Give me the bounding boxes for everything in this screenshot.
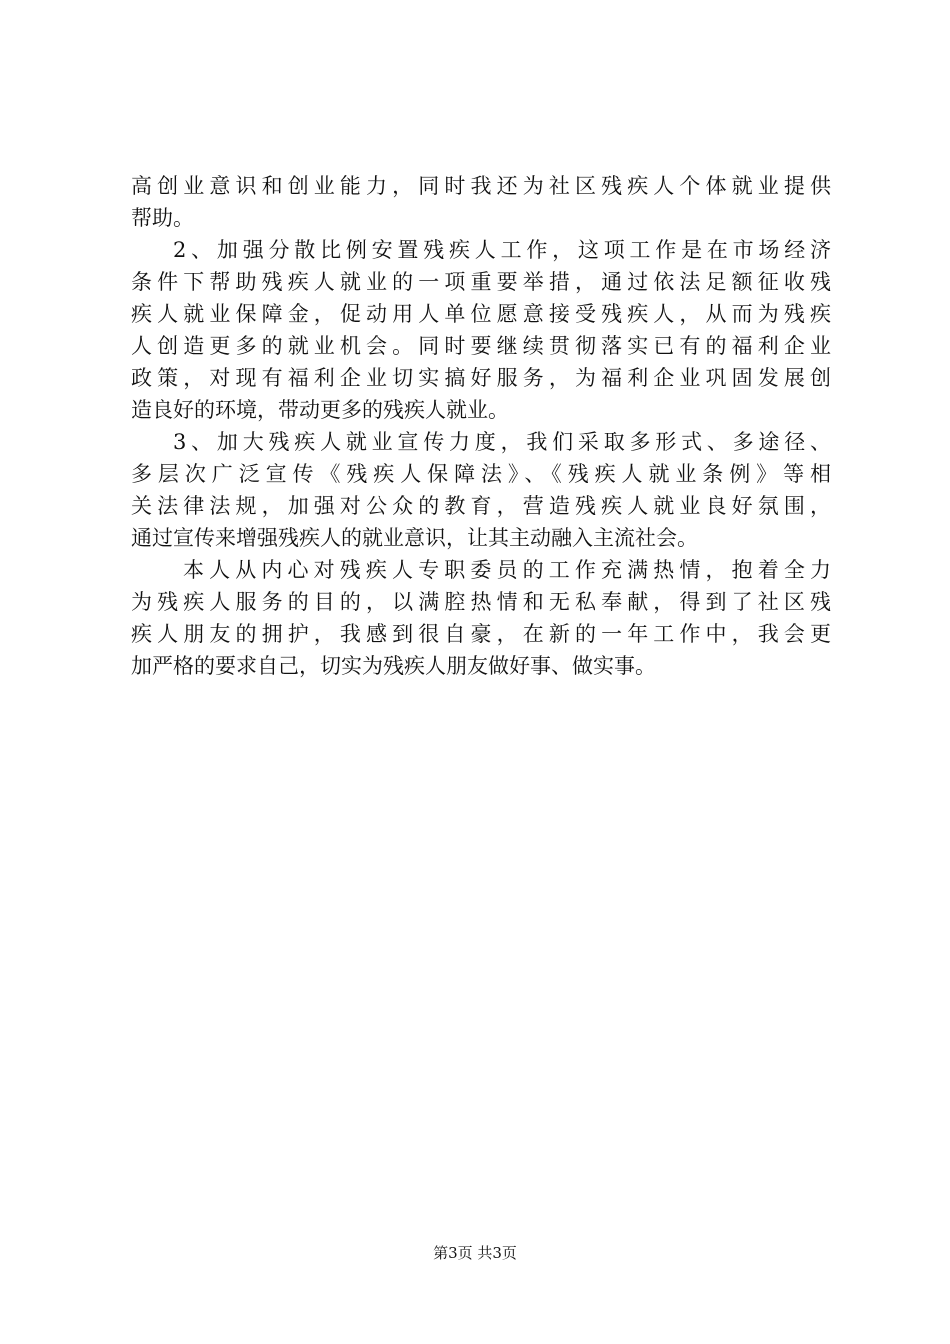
text-line: 政策，对现有福利企业切实搞好服务，为福利企业巩固发展创 xyxy=(131,366,831,390)
text-line: 疾人就业保障金，促动用人单位愿意接受残疾人，从而为残疾 xyxy=(131,302,831,326)
paragraph-2-start: 2、加强分散比例安置残疾人工作，这项工作是在市场经济 xyxy=(173,238,831,262)
text-line: 人创造更多的就业机会。同时要继续贯彻落实已有的福利企业 xyxy=(131,334,831,358)
text-line: 为残疾人服务的目的，以满腔热情和无私奉献，得到了社区残 xyxy=(131,590,831,614)
text-line: 通过宣传来增强残疾人的就业意识，让其主动融入主流社会。 xyxy=(131,526,698,550)
paragraph-3-start: 3、加大残疾人就业宣传力度，我们采取多形式、多途径、 xyxy=(173,430,831,454)
paragraph-4-start: 本人从内心对残疾人专职委员的工作充满热情，抱着全力 xyxy=(183,558,831,582)
text-line: 加严格的要求自己，切实为残疾人朋友做好事、做实事。 xyxy=(131,654,656,678)
text-line: 关法律法规，加强对公众的教育，营造残疾人就业良好氛围， xyxy=(131,494,831,518)
text-line: 帮助。 xyxy=(131,206,194,230)
text-line: 条件下帮助残疾人就业的一项重要举措，通过依法足额征收残 xyxy=(131,270,831,294)
page-number-footer: 第3页 共3页 xyxy=(433,1244,517,1262)
text-line: 高创业意识和创业能力，同时我还为社区残疾人个体就业提供 xyxy=(131,174,831,198)
text-line: 多层次广泛宣传《残疾人保障法》、《残疾人就业条例》等相 xyxy=(131,462,831,486)
text-line: 造良好的环境，带动更多的残疾人就业。 xyxy=(131,398,509,422)
body-text xyxy=(131,170,831,682)
text-line: 疾人朋友的拥护，我感到很自豪，在新的一年工作中，我会更 xyxy=(131,622,831,646)
